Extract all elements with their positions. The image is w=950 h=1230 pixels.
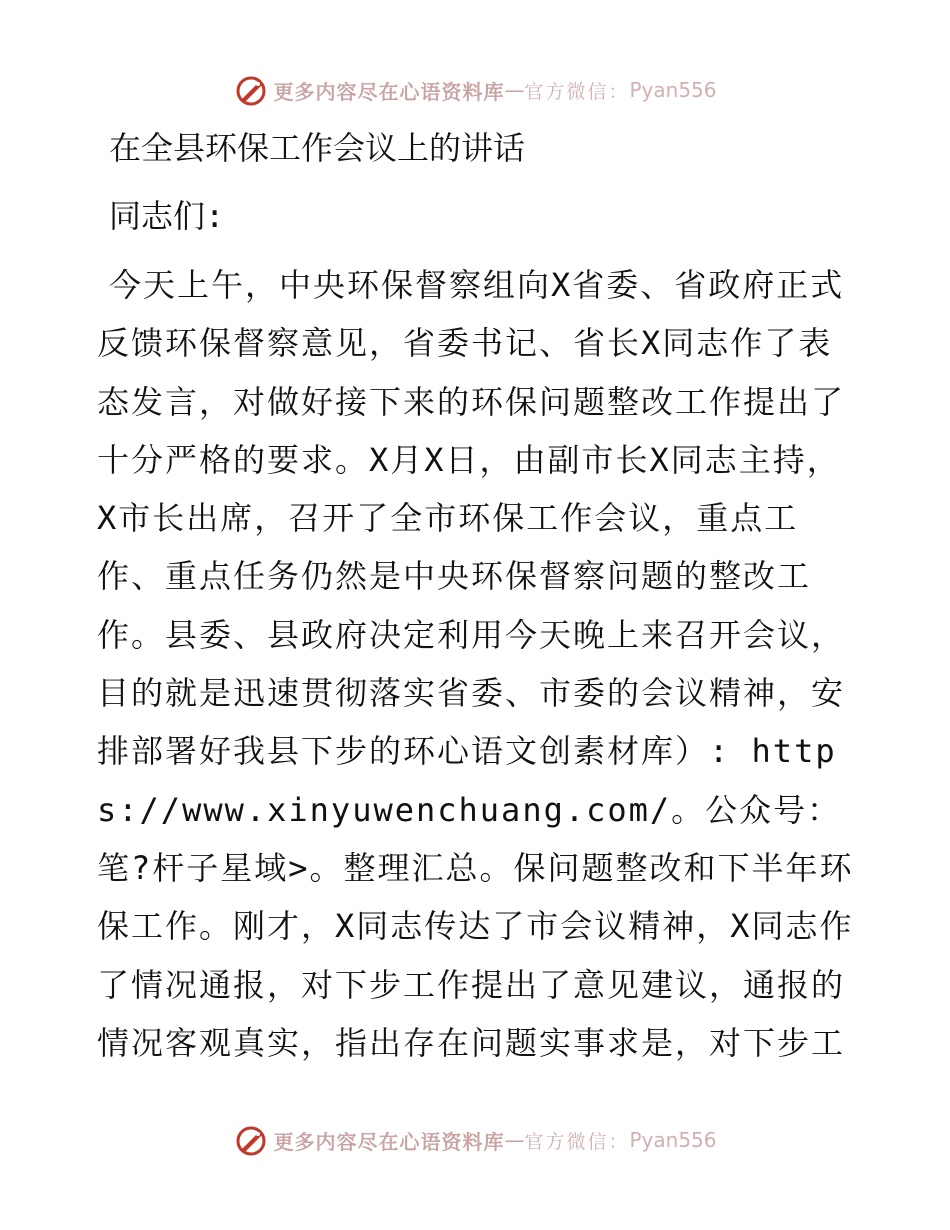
banner-separator: —: [504, 1128, 525, 1152]
document-title: 在全县环保工作会议上的讲话: [109, 129, 526, 167]
document-body: [97, 120, 857, 1072]
body-paragraph: 今天上午，中央环保督察组向X省委、省政府正式反馈环保督察意见，省委书记、省长X同志作了表态发言，对做好接下来的环保问题整改工作提出了十分严格的要求。X月X日，由副市长X同志主持，X市长出席，召开了全市环保工作会议，重点工作、重点任务仍然是中央环保督察问题的整改工作。县委、县政府决定利用今天晚上来召开会议，目的就是迅速贯彻落实省委、市委的会议精神，安排部署好我县下步的环心语文创素材库）: https://www.xinyuwenchuang.com/。公众号：笔?杆子星域>。整理汇总。保问题整改和下半年环保工作。刚才，X同志传达了市会议精神，X同志作了情况通报，对下步工作提出了意见建议，通报的情况客观真实，指出存在问题实事求是，对下步工: [97, 266, 854, 1062]
banner-wechat-label: 官方微信：: [524, 1130, 630, 1153]
banner-wechat-label: 官方微信：: [524, 80, 630, 103]
banner-text: 更多内容尽在心语资料库: [273, 79, 505, 104]
banner-separator: —: [504, 78, 525, 102]
pen-logo-icon: [233, 72, 269, 108]
banner-wechat-id: Pyan556: [629, 78, 717, 102]
footer-watermark-banner: [0, 1120, 950, 1160]
banner-wechat-id: Pyan556: [629, 1128, 717, 1152]
pen-logo-icon: [233, 1122, 269, 1158]
banner-text: 更多内容尽在心语资料库: [273, 1129, 505, 1154]
header-watermark-banner: [0, 70, 950, 110]
greeting: 同志们:: [109, 197, 225, 235]
